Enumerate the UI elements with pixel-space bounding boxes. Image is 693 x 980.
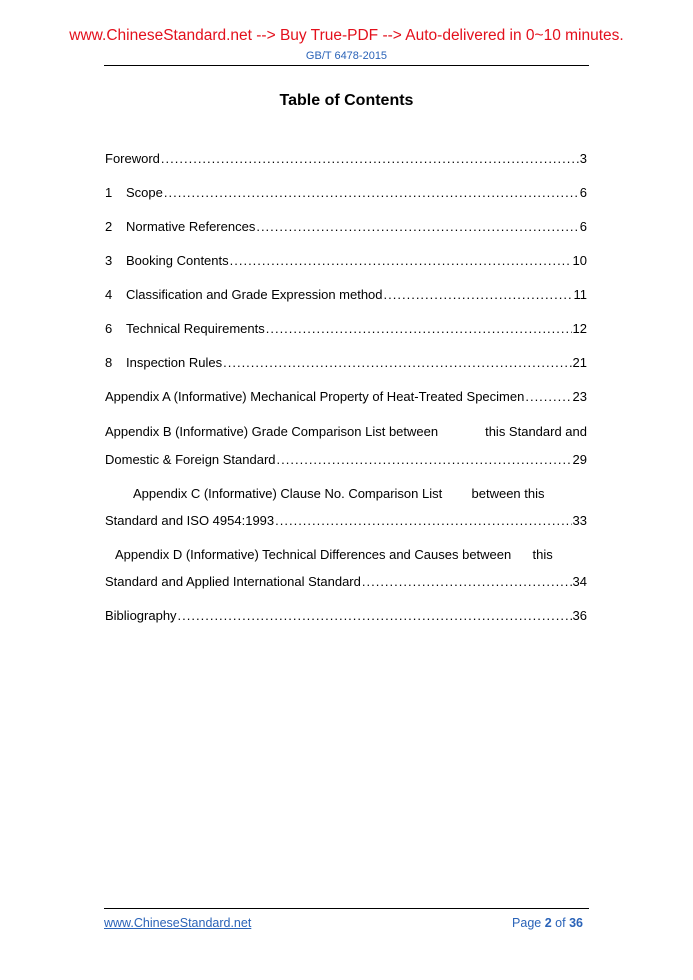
- header-divider: [104, 65, 589, 66]
- footer-site-link[interactable]: www.ChineseStandard.net: [104, 916, 252, 930]
- toc-entry-label: Standard and ISO 4954:1993: [105, 513, 275, 528]
- leader-dots: [223, 355, 571, 370]
- toc-entry-label: Bibliography: [105, 608, 177, 623]
- toc-entry-appendix-c-line1[interactable]: [105, 486, 587, 501]
- toc-entry-page: 12: [572, 321, 587, 336]
- toc-entry-label: Classification and Grade Expression method: [126, 287, 383, 302]
- toc-entry-label: Inspection Rules: [126, 355, 223, 370]
- toc-entry-label: Foreword: [105, 151, 160, 166]
- toc-entry-label-continued: this: [532, 547, 553, 562]
- toc-entry-foreword[interactable]: [105, 151, 587, 166]
- toc-entry-page: 11: [573, 287, 587, 302]
- promo-banner[interactable]: www.ChineseStandard.net --> Buy True-PDF --> Auto-delivered in 0~10 minutes.: [69, 27, 624, 44]
- toc-entry-page: 6: [579, 219, 587, 234]
- toc-entry-page: 21: [572, 355, 587, 370]
- toc-entry-page: 29: [572, 452, 587, 467]
- leader-dots: [275, 513, 571, 528]
- page-word: Page: [512, 916, 542, 930]
- document-id: GB/T 6478-2015: [305, 50, 388, 62]
- toc-entry-label: Domestic & Foreign Standard: [105, 452, 276, 467]
- toc-entry-page: 34: [572, 574, 587, 589]
- page-of: of: [555, 916, 566, 930]
- leader-dots: [362, 574, 572, 589]
- toc-entry-number: 3: [105, 253, 113, 268]
- leader-dots: [161, 151, 579, 166]
- page-current: 2: [544, 916, 552, 930]
- toc-entry-technical-requirements[interactable]: [105, 321, 587, 336]
- toc-entry-scope[interactable]: [105, 185, 587, 200]
- toc-entry-label: Scope: [126, 185, 163, 200]
- toc-entry-appendix-b-line2[interactable]: [105, 452, 587, 467]
- leader-dots: [525, 389, 571, 404]
- toc-entry-appendix-c-line2[interactable]: [105, 513, 587, 528]
- toc-entry-normative-references[interactable]: [105, 219, 587, 234]
- leader-dots: [178, 608, 572, 623]
- toc-entry-appendix-a[interactable]: [105, 389, 587, 404]
- toc-entry-label: Appendix A (Informative) Mechanical Property of Heat-Treated Specimen: [105, 389, 525, 404]
- toc-entry-page: 3: [579, 151, 587, 166]
- toc-entry-page: 6: [579, 185, 587, 200]
- toc-entry-appendix-d-line1[interactable]: [105, 547, 587, 562]
- toc-entry-label: Appendix C (Informative) Clause No. Comparison List: [133, 486, 443, 501]
- page-title: Table of Contents: [279, 92, 414, 109]
- toc-entry-page: 23: [572, 389, 587, 404]
- toc-entry-classification[interactable]: [105, 287, 587, 302]
- page-total: 36: [569, 916, 583, 930]
- toc-entry-number: 6: [105, 321, 113, 336]
- toc-entry-label: Normative References: [126, 219, 256, 234]
- leader-dots: [256, 219, 578, 234]
- toc-entry-number: 1: [105, 185, 113, 200]
- leader-dots: [266, 321, 572, 336]
- leader-dots: [384, 287, 573, 302]
- footer-divider: [104, 908, 589, 909]
- toc-entry-number: 2: [105, 219, 113, 234]
- leader-dots: [277, 452, 572, 467]
- toc-entry-page: 33: [572, 513, 587, 528]
- toc-entry-number: 4: [105, 287, 113, 302]
- toc-entry-label: Appendix B (Informative) Grade Comparison List between: [105, 424, 439, 439]
- leader-dots: [230, 253, 572, 268]
- toc-entry-page: 36: [572, 608, 587, 623]
- toc-entry-page: 10: [572, 253, 587, 268]
- toc-entry-number: 8: [105, 355, 113, 370]
- toc-entry-booking-contents[interactable]: [105, 253, 587, 268]
- leader-dots: [164, 185, 579, 200]
- toc-entry-label-continued: this Standard and: [485, 424, 587, 439]
- toc-entry-label-continued: between this: [471, 486, 545, 501]
- toc-entry-inspection-rules[interactable]: [105, 355, 587, 370]
- toc-entry-label: Appendix D (Informative) Technical Differences and Causes between: [115, 547, 512, 562]
- page-indicator: [512, 916, 583, 930]
- toc-entry-bibliography[interactable]: [105, 608, 587, 623]
- toc-entry-label: Standard and Applied International Standard: [105, 574, 361, 589]
- toc-entry-appendix-b-line1[interactable]: [105, 424, 587, 439]
- toc-entry-appendix-d-line2[interactable]: [105, 574, 587, 589]
- toc-entry-label: Technical Requirements: [126, 321, 265, 336]
- toc-entry-label: Booking Contents: [126, 253, 229, 268]
